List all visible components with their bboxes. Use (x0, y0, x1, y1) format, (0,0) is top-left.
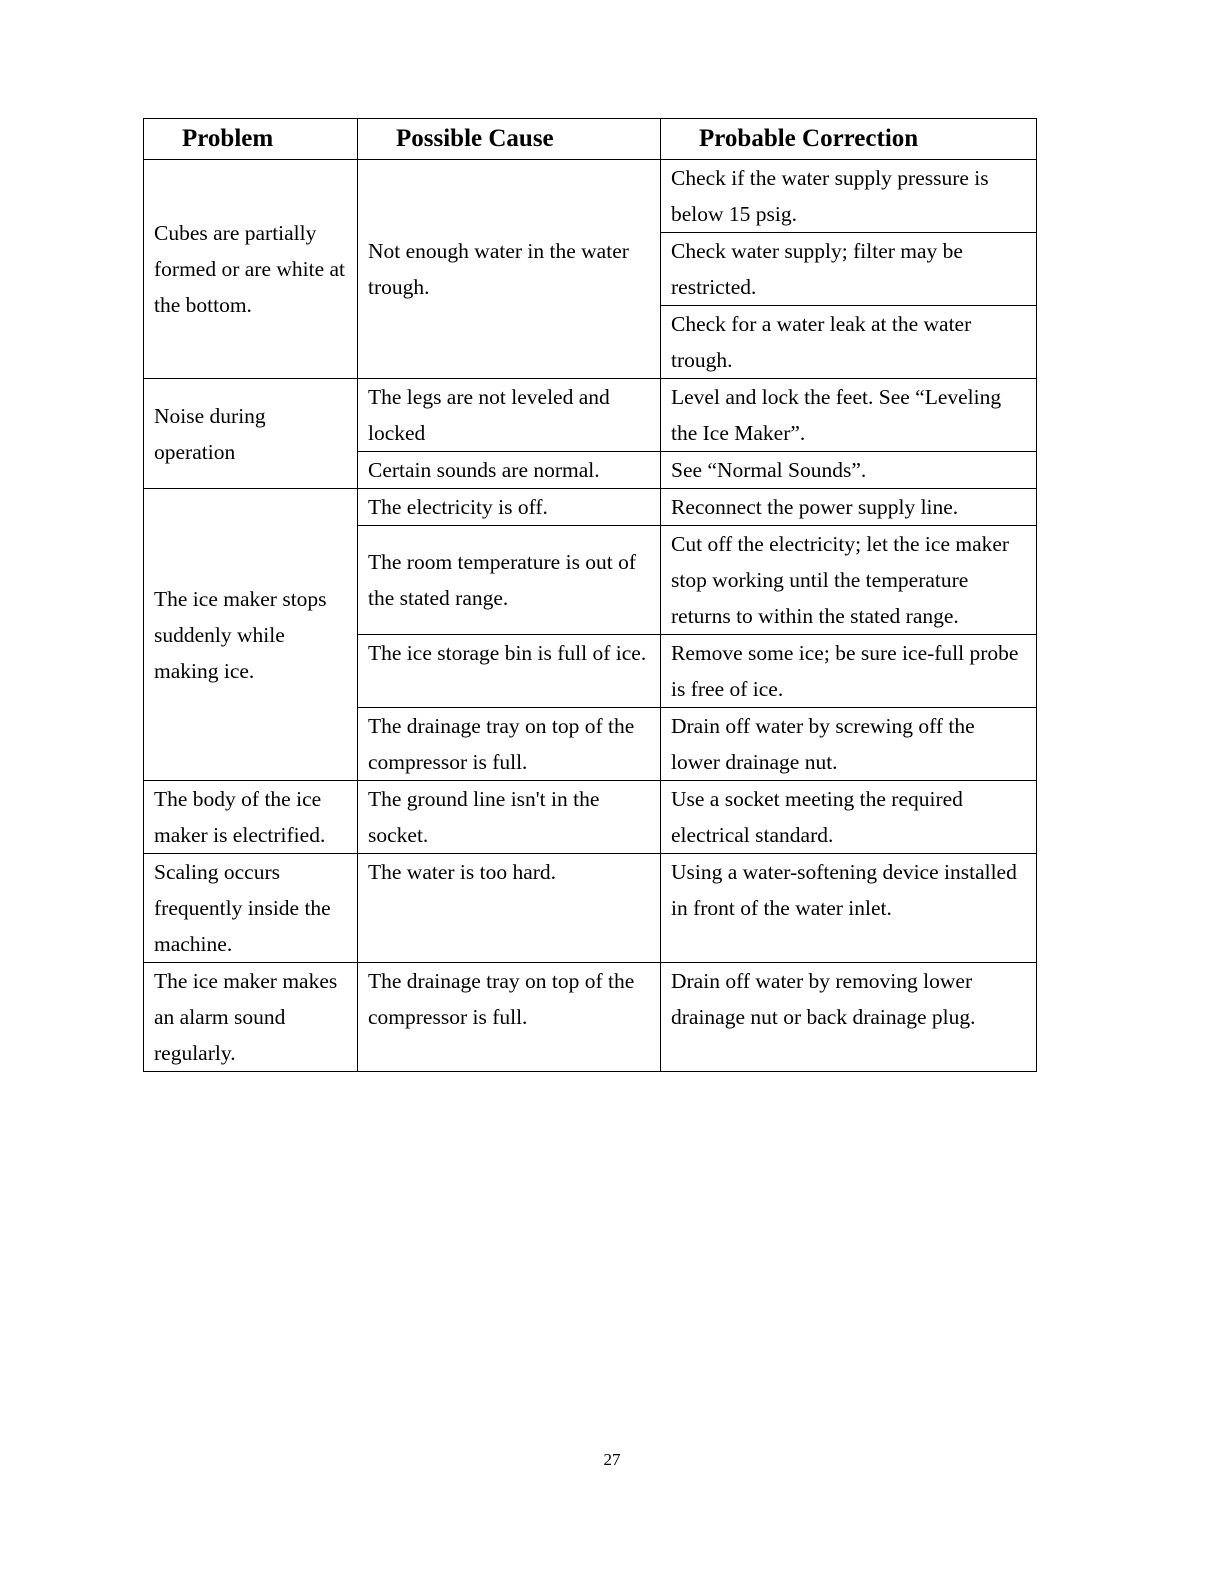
correction-cell: Using a water-softening device installed in front of the water inlet. (661, 854, 1037, 963)
table-row (144, 854, 1037, 963)
correction-cell: See “Normal Sounds”. (661, 452, 1037, 489)
troubleshooting-table (143, 118, 1037, 1072)
problem-cell: The body of the ice maker is electrified. (144, 781, 358, 854)
correction-cell: Check for a water leak at the water trough. (661, 306, 1037, 379)
table-row (144, 781, 1037, 854)
header-probable-correction: Probable Correction (661, 119, 1037, 160)
table-row (144, 379, 1037, 452)
cause-cell: Certain sounds are normal. (358, 452, 661, 489)
problem-cell: Noise during operation (144, 379, 358, 489)
correction-cell: Drain off water by screwing off the lower drainage nut. (661, 708, 1037, 781)
correction-cell: Reconnect the power supply line. (661, 489, 1037, 526)
correction-cell: Drain off water by removing lower drainage nut or back drainage plug. (661, 963, 1037, 1072)
correction-cell: Check water supply; filter may be restricted. (661, 233, 1037, 306)
correction-cell: Remove some ice; be sure ice-full probe is free of ice. (661, 635, 1037, 708)
cause-cell: The room temperature is out of the stated range. (358, 526, 661, 635)
cause-cell: The ice storage bin is full of ice. (358, 635, 661, 708)
page-number: 27 (603, 1450, 621, 1469)
table-row (144, 160, 1037, 233)
table-row (144, 489, 1037, 526)
cause-cell: Not enough water in the water trough. (358, 160, 661, 379)
correction-cell: Cut off the electricity; let the ice maker stop working until the temperature returns to within the stated range. (661, 526, 1037, 635)
cause-cell: The electricity is off. (358, 489, 661, 526)
cause-cell: The water is too hard. (358, 854, 661, 963)
cause-cell: The drainage tray on top of the compressor is full. (358, 708, 661, 781)
cause-cell: The legs are not leveled and locked (358, 379, 661, 452)
correction-cell: Use a socket meeting the required electrical standard. (661, 781, 1037, 854)
cause-cell: The ground line isn't in the socket. (358, 781, 661, 854)
correction-cell: Level and lock the feet. See “Leveling the Ice Maker”. (661, 379, 1037, 452)
table-row (144, 963, 1037, 1072)
header-problem: Problem (144, 119, 358, 160)
problem-cell: The ice maker stops suddenly while making ice. (144, 489, 358, 781)
problem-cell: The ice maker makes an alarm sound regularly. (144, 963, 358, 1072)
header-possible-cause: Possible Cause (358, 119, 661, 160)
problem-cell: Cubes are partially formed or are white at the bottom. (144, 160, 358, 379)
header-row (144, 119, 1037, 160)
correction-cell: Check if the water supply pressure is below 15 psig. (661, 160, 1037, 233)
problem-cell: Scaling occurs frequently inside the machine. (144, 854, 358, 963)
cause-cell: The drainage tray on top of the compressor is full. (358, 963, 661, 1072)
